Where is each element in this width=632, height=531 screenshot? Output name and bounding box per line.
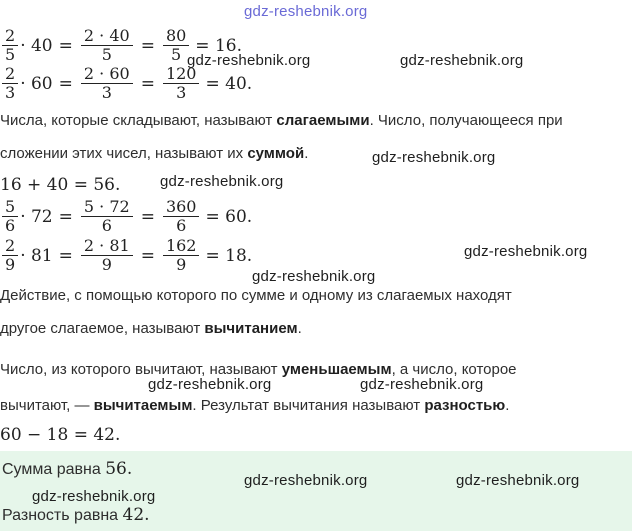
fraction-product: $\frac{2 \cdot 40}{5}$ <box>81 27 133 64</box>
answer-difference: Разность равна 42. <box>2 505 150 525</box>
equation-2: $\frac{2}{3}$ · 60 = $\frac{2 \cdot 60}{3}$ = $\frac{120}{3}$ = 40. <box>0 65 252 102</box>
multiplier: · 40 <box>20 35 53 56</box>
watermark: gdz-reshebnik.org <box>187 52 311 69</box>
term-minuend: уменьшаемым <box>281 361 392 378</box>
watermark-top: gdz-reshebnik.org <box>244 3 368 20</box>
fraction-2-3: $\frac{2}{3}$ <box>2 65 18 102</box>
fraction-5-6: $\frac{5}{6}$ <box>2 198 18 235</box>
watermark: gdz-reshebnik.org <box>252 268 376 285</box>
equation-result: = 40. <box>205 73 253 94</box>
watermark: gdz-reshebnik.org <box>148 376 272 393</box>
multiplier: · 72 <box>20 206 53 227</box>
multiplier: · 81 <box>20 245 53 266</box>
fraction-2-9: $\frac{2}{9}$ <box>2 237 18 274</box>
fraction-result: $\frac{162}{9}$ <box>163 237 200 274</box>
difference-equation: 60 − 18 = 42. <box>0 425 121 445</box>
sum-equation: 16 + 40 = 56. <box>0 175 121 195</box>
equation-1: $\frac{2}{5}$ · 40 = $\frac{2 \cdot 40}{5}$ = $\frac{80}{5}$ = 16. <box>0 27 242 64</box>
fraction-2-5: $\frac{2}{5}$ <box>2 27 18 64</box>
definition-minuend: Число, из которого вычитают, называют уменьшаемым, а число, которое <box>0 361 517 378</box>
answer-sum: Сумма равна 56. <box>2 459 133 479</box>
term-difference: разностью <box>424 397 506 414</box>
watermark: gdz-reshebnik.org <box>32 488 156 505</box>
watermark: gdz-reshebnik.org <box>360 376 484 393</box>
definition-subtraction-2: другое слагаемое, называют вычитанием. <box>0 320 302 337</box>
fraction-result: $\frac{120}{3}$ <box>163 65 200 102</box>
term-sum: суммой <box>247 145 305 162</box>
definition-subtraction-1: Действие, с помощью которого по сумме и одному из слагаемых находят <box>0 287 512 304</box>
fraction-product: $\frac{5 \cdot 72}{6}$ <box>81 198 133 235</box>
watermark: gdz-reshebnik.org <box>400 52 524 69</box>
equation-result: = 16. <box>195 35 242 56</box>
definition-subtrahend: вычитают, — вычитаемым. Результат вычитания называют разностью. <box>0 397 510 414</box>
equation-result: = 60. <box>205 206 253 227</box>
definition-sum: сложении этих чисел, называют их суммой. <box>0 145 309 162</box>
equation-3: $\frac{5}{6}$ · 72 = $\frac{5 \cdot 72}{6}$ = $\frac{360}{6}$ = 60. <box>0 198 252 235</box>
watermark: gdz-reshebnik.org <box>160 173 284 190</box>
term-addends: слагаемыми <box>276 112 370 129</box>
watermark: gdz-reshebnik.org <box>456 472 580 489</box>
watermark: gdz-reshebnik.org <box>244 472 368 489</box>
fraction-result: $\frac{360}{6}$ <box>163 198 200 235</box>
watermark: gdz-reshebnik.org <box>464 243 588 260</box>
equation-4: $\frac{2}{9}$ · 81 = $\frac{2 \cdot 81}{9}$ = $\frac{162}{9}$ = 18. <box>0 237 252 274</box>
fraction-product: $\frac{2 \cdot 81}{9}$ <box>81 237 133 274</box>
fraction-result: $\frac{80}{5}$ <box>163 27 189 64</box>
multiplier: · 60 <box>20 73 53 94</box>
definition-addends: Числа, которые складывают, называют слагаемыми. Число, получающееся при <box>0 112 563 129</box>
term-subtrahend: вычитаемым <box>93 397 193 414</box>
term-subtraction: вычитанием <box>204 320 298 337</box>
equation-result: = 18. <box>205 245 253 266</box>
watermark: gdz-reshebnik.org <box>372 149 496 166</box>
fraction-product: $\frac{2 \cdot 60}{3}$ <box>81 65 133 102</box>
